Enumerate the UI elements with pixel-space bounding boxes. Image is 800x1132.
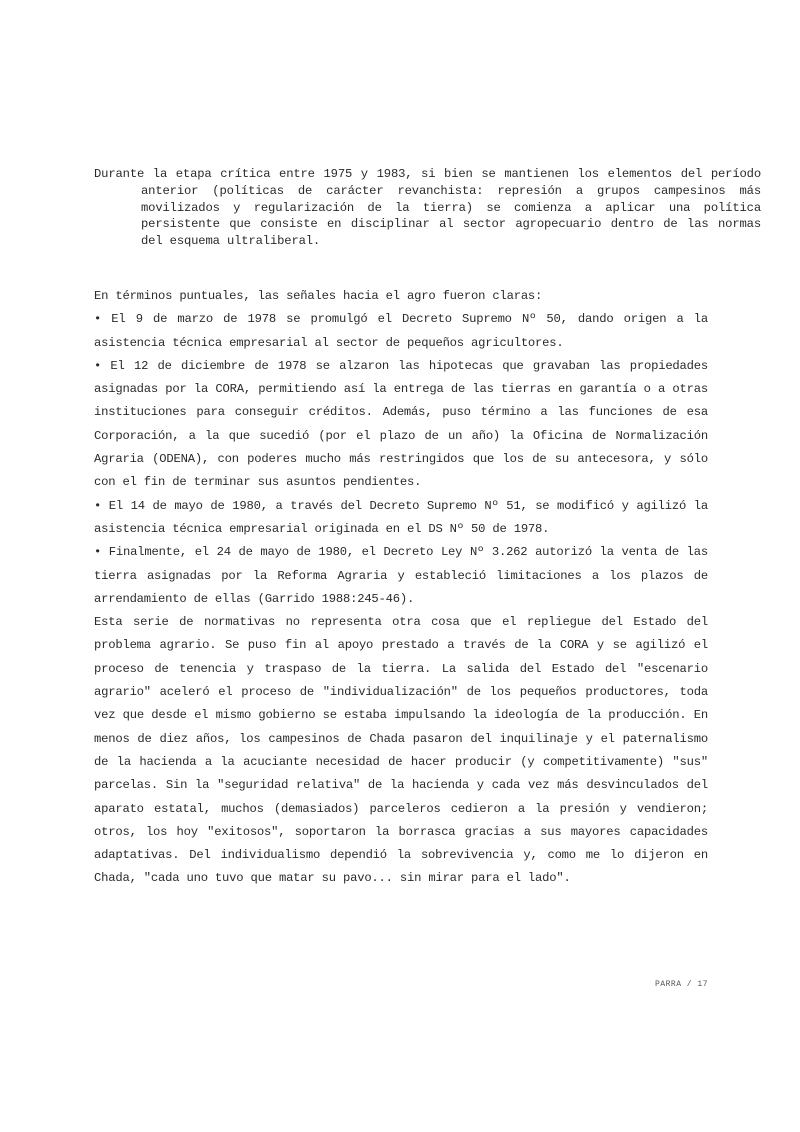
intro-paragraph: Durante la etapa crítica entre 1975 y 1983, si bien se mantienen los elementos del período anterior (políticas de carácter revanchista: represión a grupos campesinos más movilizados y regularización de la tierra) se comienza a aplicar una política persistente que consiste en disciplinar al sector agropecuario dentro de las normas del esquema ultraliberal. xyxy=(94,167,761,249)
bullet-item: • El 12 de diciembre de 1978 se alzaron las hipotecas que gravaban las propiedades asignadas por la CORA, permitiendo así la entrega de las tierras en garantía o a otras instituciones para conseguir créditos. Además, puso término a las funciones de esa Corporación, a la que sucedió (por el plazo de un año) la Oficina de Normalización Agraria (ODENA), con poderes mucho más restringidos que los de su antecesora, y sólo con el fin de terminar sus asuntos pendientes. xyxy=(94,358,708,490)
closing-paragraph: Esta serie de normativas no representa otra cosa que el repliegue del Estado del problema agrario. Se puso fin al apoyo prestado a través de la CORA y se agilizó el proceso de tenencia y traspaso de la tierra. La salida del Estado del "escenario agrario" aceleró el proceso de "individualización" de los pequeños productores, toda vez que desde el mismo gobierno se estaba impulsando la ideología de la producción. En menos de diez años, los campesinos de Chada pasaron del inquilinaje y el paternalismo de la hacienda a la acuciante necesidad de hacer producir (y competitivamente) "sus" parcelas. Sin la "seguridad relativa" de la hacienda y cada vez más desvinculados del aparato estatal, muchos (demasiados) parceleros cedieron a la presión y vendieron; otros, los hoy "exitosos", soportaron la borrasca gracias a sus mayores capacidades adaptativas. Del individualismo dependió la sobrevivencia y, como me lo dijeron en Chada, "cada uno tuvo que matar su pavo... sin mirar para el lado". xyxy=(94,615,708,886)
main-text xyxy=(94,285,708,891)
page-footer: PARRA / 17 xyxy=(654,980,708,989)
bullet-item: • El 9 de marzo de 1978 se promulgó el Decreto Supremo Nº 50, dando origen a la asistencia técnica empresarial al sector de pequeños agricultores. xyxy=(94,312,708,350)
lead-paragraph: En términos puntuales, las señales hacia el agro fueron claras: xyxy=(94,289,543,303)
bullet-item: • Finalmente, el 24 de mayo de 1980, el Decreto Ley Nº 3.262 autorizó la venta de las tierra asignadas por la Reforma Agraria y estableció limitaciones a los plazos de arrendamiento de ellas (Garrido 1988:245-46). xyxy=(94,545,708,606)
bullet-item: • El 14 de mayo de 1980, a través del Decreto Supremo Nº 51, se modificó y agilizó la asistencia técnica empresarial originada en el DS Nº 50 de 1978. xyxy=(94,498,708,536)
